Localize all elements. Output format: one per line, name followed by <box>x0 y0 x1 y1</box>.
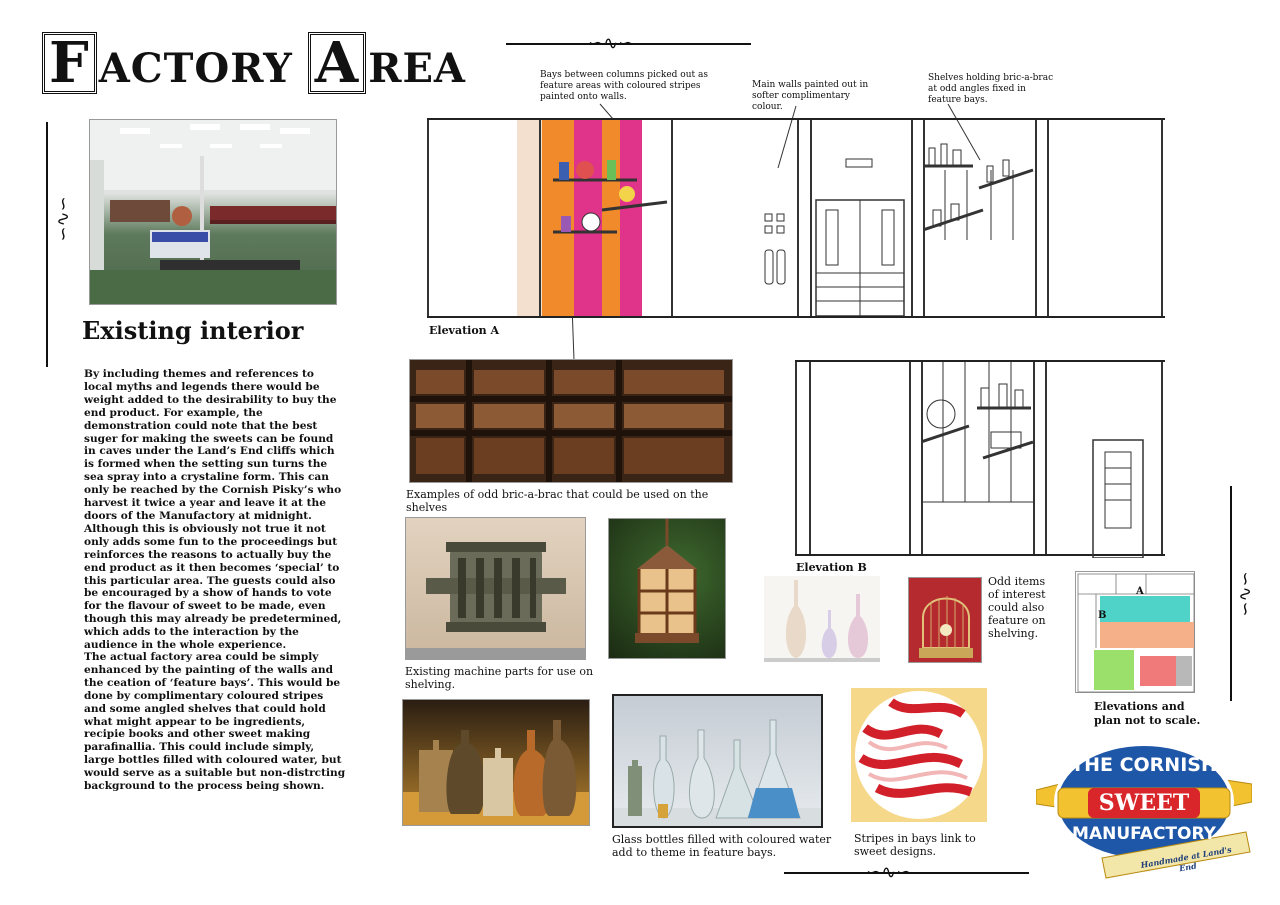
elevation-a-label: Elevation A <box>429 324 500 337</box>
candy-stripes-photo <box>851 688 987 822</box>
existing-interior-photo <box>89 119 337 305</box>
page-title <box>42 32 466 94</box>
feature-bays-paragraph: The actual factory area could be simply enhanced by the painting of the walls and the ceation of ‘feature bays’. This would be done by complimentary coloured stripes and some angled shelves that could hold what might appear to be ingredients, recipie books and other sweet making parafinallia. This could include simply, large bottles filled with coloured water, but would serve as a suitable but non-distrcting background to the process being shown. <box>84 651 346 793</box>
fire-extinguishers <box>761 210 791 286</box>
elevation-a-door <box>810 155 911 316</box>
note-main-walls: Main walls painted out in softer complimentary colour. <box>752 80 869 112</box>
elevation-b-shelves <box>921 362 1033 558</box>
note-shelves: Shelves holding bric-a-brac at odd angles fixed in feature bays. <box>928 73 1054 105</box>
plan-label-b: B <box>1098 610 1107 621</box>
glass-bottles-photo <box>612 694 823 828</box>
logo-line-1: THE CORNISH <box>1071 754 1217 776</box>
vases-photo <box>764 576 880 662</box>
elevation-a-bottles <box>547 140 677 240</box>
elevation-a-shelves <box>923 130 1035 240</box>
logo-line-3: MANUFACTORY <box>1072 824 1216 844</box>
stripes-caption: Stripes in bays link to sweet designs. <box>854 832 976 858</box>
right-scroll-ornament: ∽∿∽ <box>1234 571 1256 617</box>
plan-caption: Elevations and plan not to scale. <box>1094 700 1201 727</box>
odd-items-caption: Odd items of interest could also feature on shelving. <box>988 575 1046 640</box>
note-feature-bays: Bays between columns picked out as feature areas with coloured stripes painted onto walls. <box>540 70 708 102</box>
top-scroll-ornament: ∽∿∽ <box>588 33 634 54</box>
title-initial-f: F <box>42 32 97 94</box>
existing-interior-heading: Existing interior <box>82 316 304 345</box>
title-initial-a: A <box>308 32 366 94</box>
elevation-b-label: Elevation B <box>796 561 867 574</box>
cornish-sweet-manufactory-logo <box>1036 740 1252 880</box>
title-part-2: REA <box>368 45 466 92</box>
intro-paragraph: By including themes and references to local myths and legends there would be weight added to the desirability to buy the end product. For example, the demonstration could note that the best suger for making the sweets can be found in caves under the Land’s End cliffs which is formed when the setting sun turns the sea spray into a crystaline form. This can only be reached by the Cornish Pisky’s who harvest it twice a year and leave it at the doors of the Manufactory at midnight. Although this is obviously not true it not only adds some fun to the proceedings but reinforces the reasons to actually buy the end product as it then becomes ‘special’ to this particular area. The guests could also be encouraged by a show of hands to vote for the flavour of sweet to be made, even though this may already be predetermined, which adds to the interaction by the audience in the whole experience. <box>84 368 342 652</box>
plan-label-a: A <box>1136 586 1144 597</box>
stoneware-bottles-photo <box>402 699 590 826</box>
bric-a-brac-caption: Examples of odd bric-a-brac that could be used on the shelves <box>406 488 709 514</box>
title-part-1: ACTORY <box>98 45 308 92</box>
floor-plan <box>1075 571 1195 693</box>
elevation-b-drawing <box>795 360 1165 556</box>
logo-line-2: SWEET <box>1098 790 1190 816</box>
bottom-scroll-ornament: ∽∿∽ <box>866 862 912 883</box>
lantern-photo <box>608 518 726 659</box>
bookshelf-photo <box>409 359 733 483</box>
left-scroll-ornament: ∽∿∽ <box>52 196 74 242</box>
elevation-a-drawing <box>427 118 1165 318</box>
right-rule <box>1230 486 1232 701</box>
elevation-b-door <box>1091 438 1147 558</box>
logo-tagline: Handmade at Land's End <box>1139 844 1233 874</box>
machine-parts-photo <box>405 517 586 660</box>
machine-parts-caption: Existing machine parts for use on shelving. <box>405 665 594 691</box>
birdcage-photo <box>908 577 982 663</box>
glass-bottles-caption: Glass bottles filled with coloured water add to theme in feature bays. <box>612 833 832 859</box>
left-rule <box>46 122 48 367</box>
